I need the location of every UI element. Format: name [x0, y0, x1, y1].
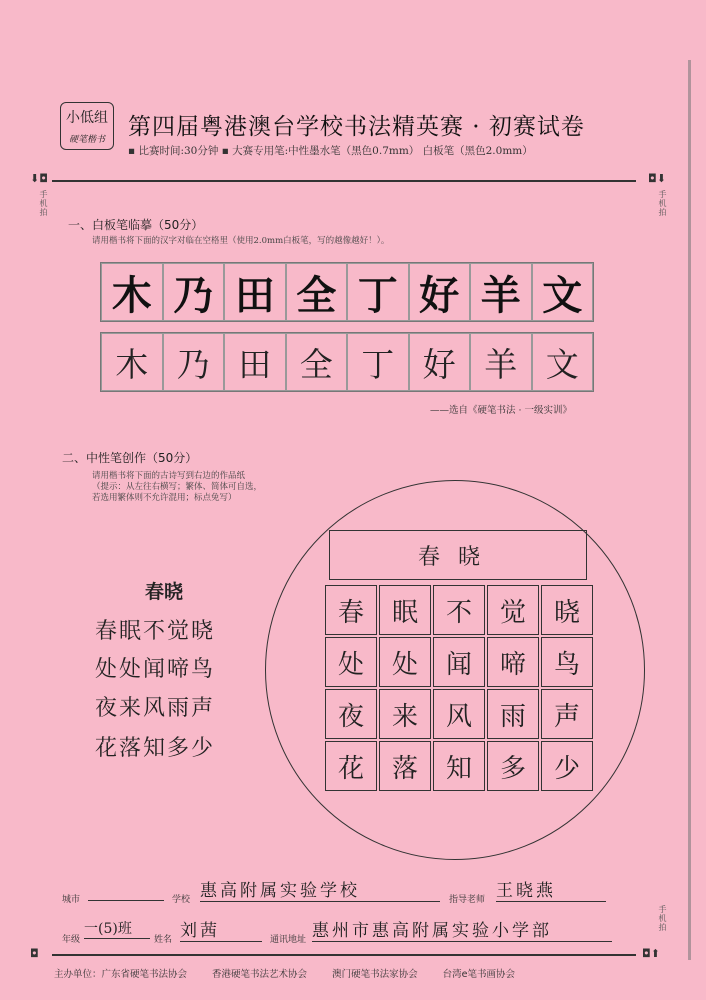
section2-heading: 二、中性笔创作（50分） [62, 451, 198, 465]
source-citation: ——选自《硬笔书法 · 一级实训》 [430, 405, 573, 416]
page-subtitle: ▪ 比赛时间:30分钟 ▪ 大赛专用笔:中性墨水笔（黑色0.7mm） 白板笔（黑色2.0mm） [128, 145, 533, 157]
work-char: 风 [433, 689, 485, 739]
written-char: 全 [286, 333, 348, 391]
school-label: 学校 [172, 895, 191, 905]
work-char: 眠 [379, 585, 431, 635]
page-title: 第四届粤港澳台学校书法精英赛 · 初赛试卷 [128, 114, 585, 140]
camera-icon: ◘ [30, 947, 39, 960]
written-char: 好 [409, 333, 471, 391]
group-label: 小低组 [66, 110, 108, 126]
side-note-right-top: 手机拍 [658, 190, 667, 217]
bottom-rule [52, 954, 636, 956]
model-char: 田 [224, 263, 286, 321]
model-char: 文 [532, 263, 594, 321]
work-char: 不 [433, 585, 485, 635]
work-char: 多 [487, 741, 539, 791]
name-label: 姓名 [154, 935, 173, 945]
copybook-grid [100, 262, 594, 322]
address-label: 通讯地址 [270, 935, 307, 945]
work-char: 觉 [487, 585, 539, 635]
side-note-right-bottom: 手机拍 [658, 905, 667, 932]
work-char: 来 [379, 689, 431, 739]
model-char: 乃 [163, 263, 225, 321]
work-char: 知 [433, 741, 485, 791]
top-rule [52, 180, 636, 182]
city-label: 城市 [62, 895, 81, 905]
group-sublabel: 硬笔楷书 [68, 135, 105, 145]
written-char: 田 [224, 333, 286, 391]
work-char: 少 [541, 741, 593, 791]
work-char: 处 [379, 637, 431, 687]
organizer: 香港硬笔书法艺术协会 [212, 969, 308, 980]
teacher-field[interactable]: 王晓燕 [496, 876, 606, 902]
name-field[interactable]: 刘茜 [180, 916, 262, 942]
work-title-box: 春晓 [329, 530, 587, 580]
grade-label: 年级 [62, 935, 81, 945]
written-char: 文 [532, 333, 594, 391]
camera-icon: ◘⬆ [642, 947, 660, 960]
written-char: 乃 [163, 333, 225, 391]
school-field[interactable]: 惠高附属实验学校 [200, 876, 440, 902]
practice-grid [100, 332, 594, 392]
work-char: 雨 [487, 689, 539, 739]
camera-icon: ◘⬇ [648, 172, 666, 185]
model-char: 羊 [470, 263, 532, 321]
work-char: 啼 [487, 637, 539, 687]
poem-line: 处处闻啼鸟 [95, 657, 216, 682]
model-char: 全 [286, 263, 348, 321]
page-edge-line [688, 60, 691, 960]
city-field[interactable] [88, 880, 164, 901]
camera-icon: ⬇◘ [30, 172, 48, 185]
model-char: 好 [409, 263, 471, 321]
poem-line: 春眠不觉晓 [95, 619, 216, 644]
work-char: 鸟 [541, 637, 593, 687]
grade-field[interactable]: 一(5)班 [84, 918, 150, 939]
work-char: 落 [379, 741, 431, 791]
teacher-label: 指导老师 [449, 895, 486, 905]
address-field[interactable]: 惠州市惠高附属实验小学部 [312, 916, 612, 942]
organizer: 主办单位：广东省硬笔书法协会 [54, 969, 188, 980]
written-char: 丁 [347, 333, 409, 391]
group-badge [60, 102, 114, 150]
side-note-left: 手机拍 [39, 190, 48, 217]
work-char: 花 [325, 741, 377, 791]
work-char: 夜 [325, 689, 377, 739]
organizer: 澳门硬笔书法家协会 [332, 969, 418, 980]
written-char: 木 [101, 333, 163, 391]
model-char: 丁 [347, 263, 409, 321]
poem-line: 花落知多少 [95, 736, 216, 761]
work-char: 春 [325, 585, 377, 635]
work-char: 处 [325, 637, 377, 687]
work-grid [325, 585, 593, 791]
work-char: 声 [541, 689, 593, 739]
section1-note: 请用楷书将下面的汉字对临在空格里（使用2.0mm白板笔，写的越像越好！）。 [92, 236, 390, 246]
poem-line: 夜来风雨声 [95, 696, 216, 721]
section1-heading: 一、白板笔临摹（50分） [68, 218, 204, 232]
poem-title: 春晓 [145, 581, 184, 603]
model-char: 木 [101, 263, 163, 321]
written-char: 羊 [470, 333, 532, 391]
organizers-footer [54, 966, 537, 980]
work-char: 闻 [433, 637, 485, 687]
organizer: 台湾e笔书画协会 [442, 969, 515, 980]
section2-note: 请用楷书将下面的古诗写到右边的作品纸 （提示：从左往右横写；繁体、简体可自选， 若选用繁体则不允许混用；标点免写） [92, 471, 263, 503]
work-char: 晓 [541, 585, 593, 635]
